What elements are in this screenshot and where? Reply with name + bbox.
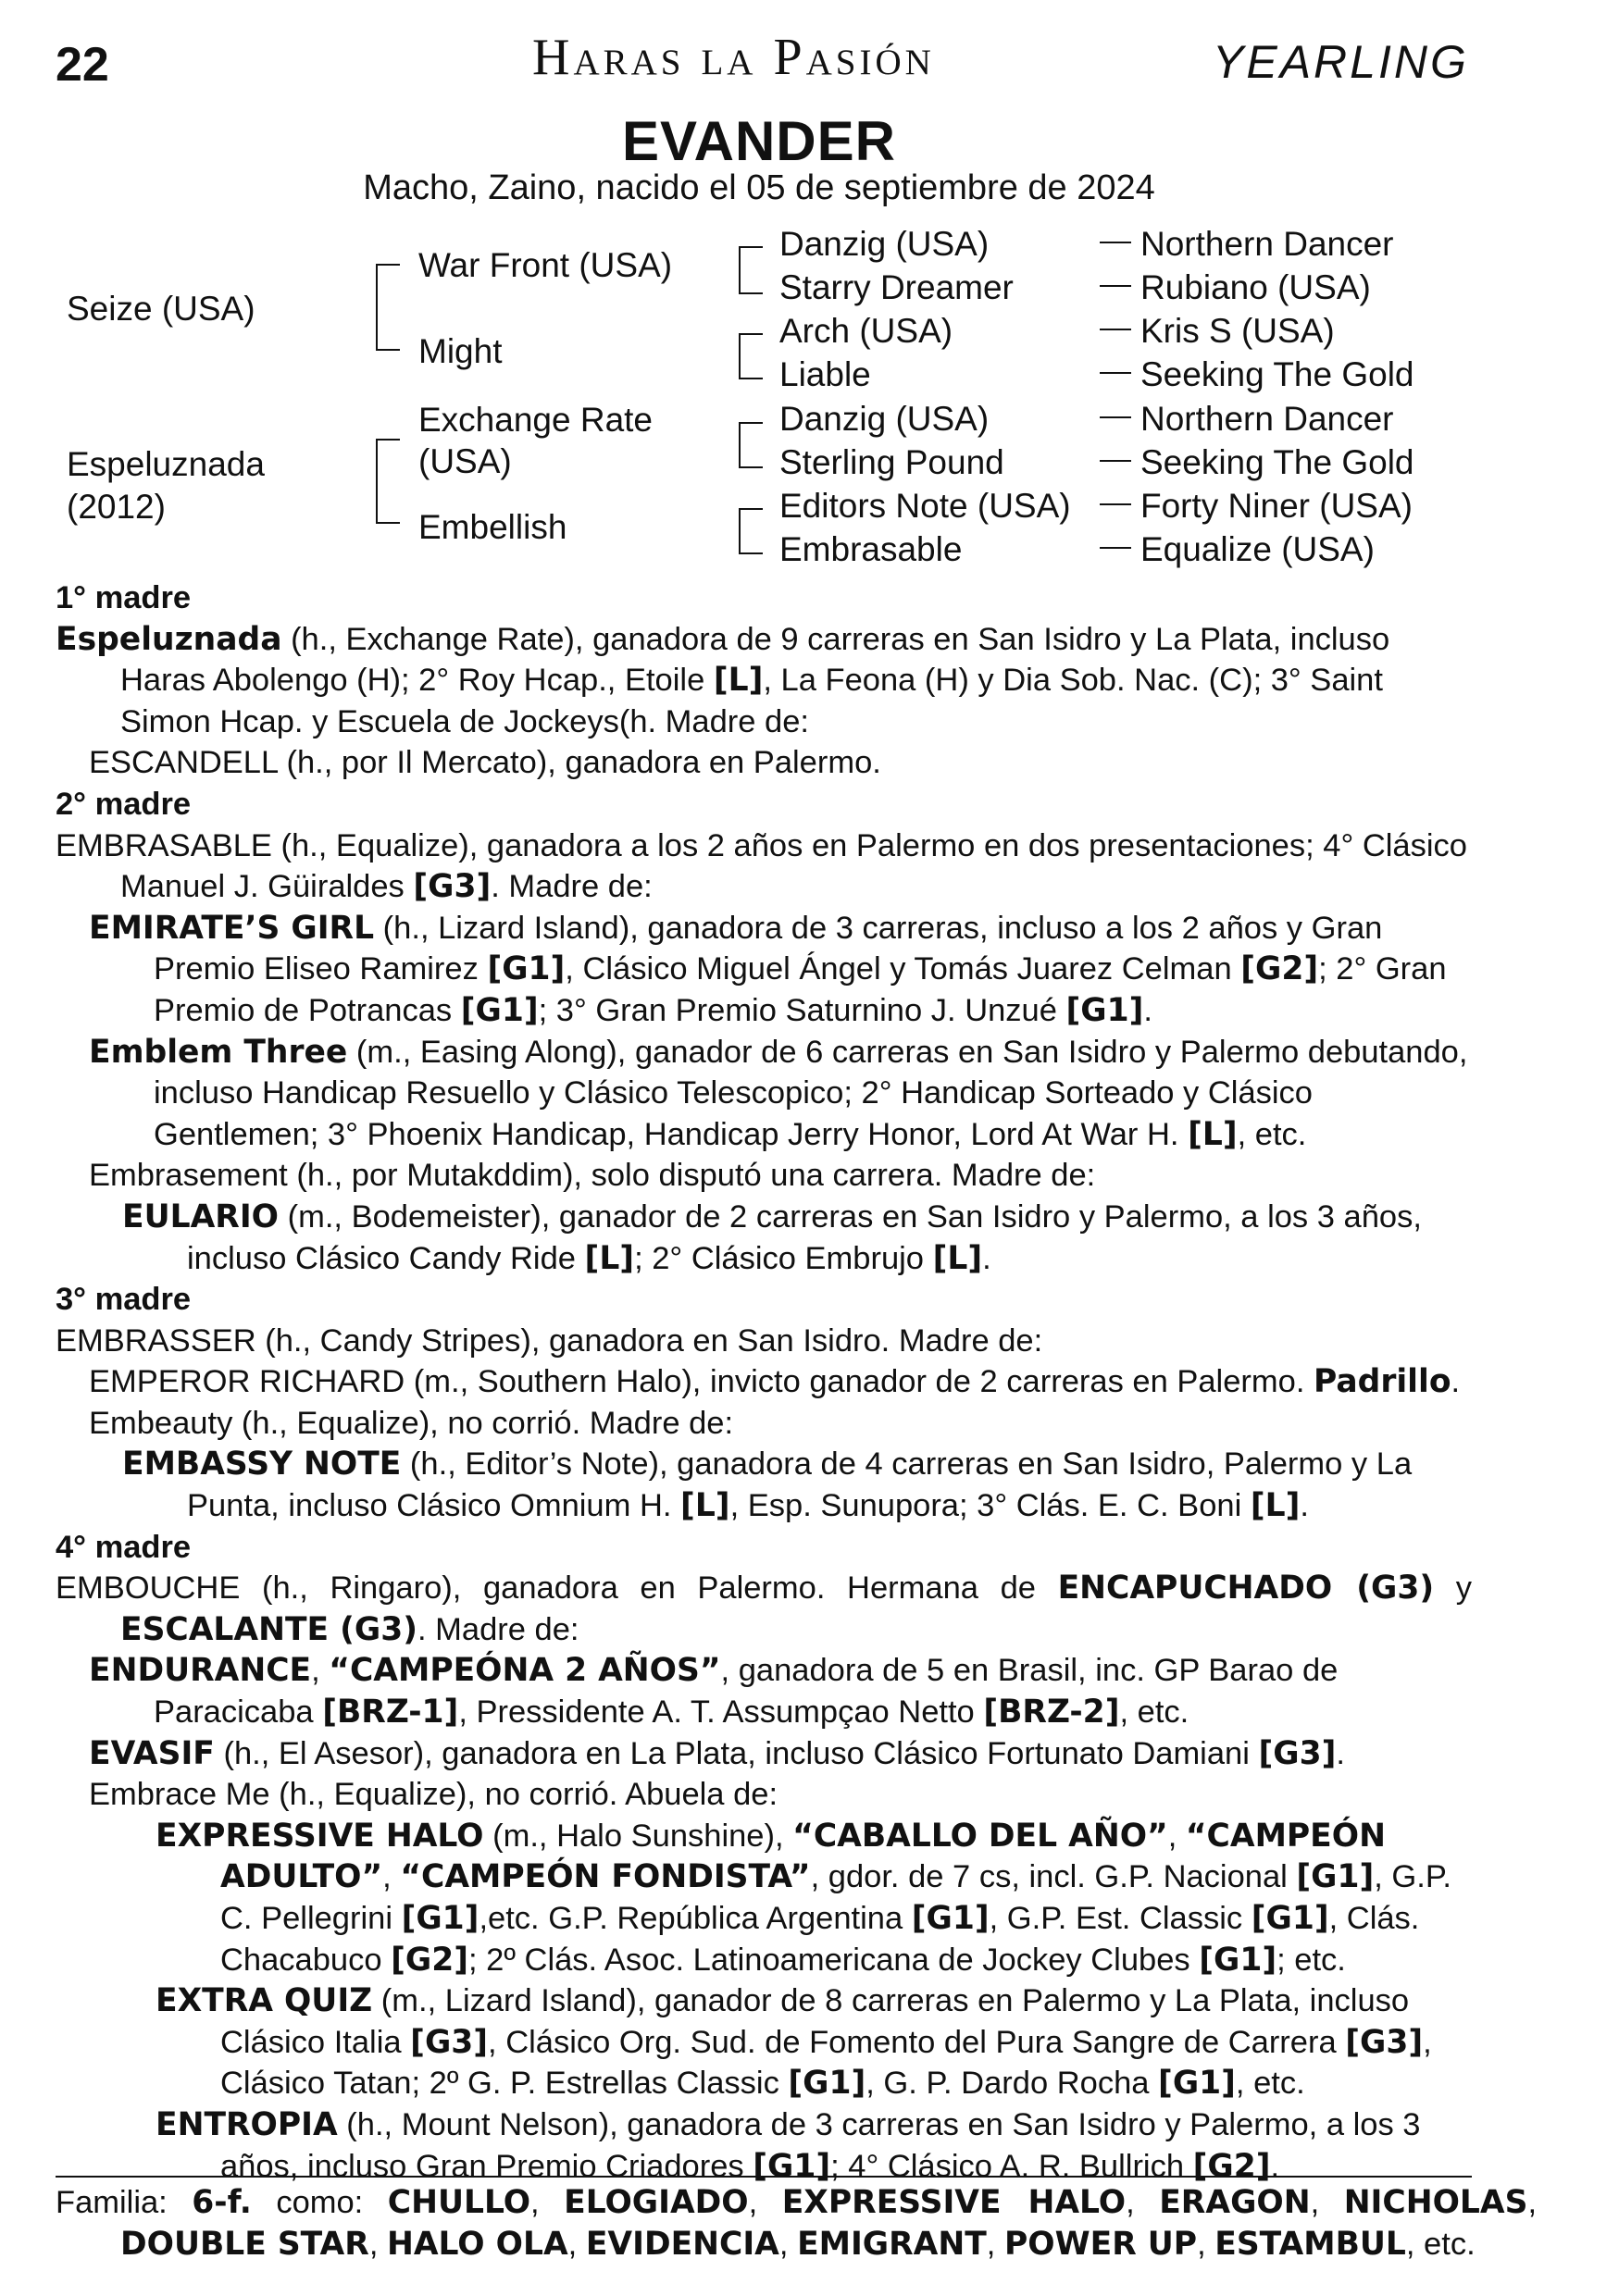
third-dam-heading: 3° madre — [56, 1282, 192, 1318]
pedigree-gen2-3: Exchange Rate — [418, 401, 654, 439]
pedigree-gen3-7: Editors Note (USA) — [779, 487, 1071, 525]
produce-entry: ENTROPIA (h., Mount Nelson), ganadora de 3 carreras en San Isidro y Palermo, a los 3 años, incluso Gran Premio Criadores [G1]; 4° Clásico A. R. Bullrich [G2]. — [156, 2105, 1421, 2185]
first-dam-heading: 1° madre — [56, 580, 192, 615]
pedigree-bracket — [739, 422, 763, 468]
pedigree-gen3-8: Embrasable — [779, 530, 963, 568]
pedigree-gen2-2: Might — [418, 332, 503, 370]
pedigree-gen4-3: Kris S (USA) — [1140, 312, 1335, 350]
produce-entry: EMIRATE’S GIRL (h., Lizard Island), ganadora de 3 carreras, incluso a los 2 años y Gran Premio Eliseo Ramirez [G1], Clásico Miguel Ángel y Tomás Juarez Celman [G2]; 2° Gran Premio de Potrancas [G1]; 3° Gran Premio Saturnino J. Unzué [G1]. — [89, 909, 1447, 1029]
produce-entry: EXTRA QUIZ (m., Lizard Island), ganador de 8 carreras en Palermo y La Plata, incluso Clásico Italia [G3], Clásico Org. Sud. de Fomento del Pura Sangre de Carrera [G3], Clásico Tatan; 2º G. P. Estrellas Classic [G1], G. P. Dardo Rocha [G1], etc. — [156, 1982, 1432, 2103]
pedigree-dash — [1100, 329, 1131, 330]
produce-entry: EMBASSY NOTE (h., Editor’s Note), ganadora de 4 carreras en San Isidro, Palermo y La Punta, incluso Clásico Omnium H. [L], Esp. Sunupora; 3° Clás. E. C. Boni [L]. — [122, 1446, 1413, 1525]
pedigree-gen2-1: War Front (USA) — [418, 246, 673, 284]
produce-entry: Embrasement (h., por Mutakddim), solo disputó una carrera. Madre de: — [89, 1158, 1096, 1194]
pedigree-dam: Espeluznada — [67, 445, 265, 483]
farm-name: Haras la Pasión — [532, 29, 935, 86]
produce-entry: EULARIO (m., Bodemeister), ganador de 2 carreras en San Isidro y Palermo, a los 3 años, incluso Clásico Candy Ride [L]; 2° Clásico Embrujo [L]. — [122, 1198, 1422, 1277]
pedigree-gen3-4: Liable — [779, 355, 871, 393]
second-dam-heading: 2° madre — [56, 786, 192, 822]
pedigree-dash — [1100, 503, 1131, 505]
dam-entry: Espeluznada (h., Exchange Rate), ganadora de 9 carreras en San Isidro y La Plata, incluso Haras Abolengo (H); 2° Roy Hcap., Etoile [L], La Feona (H) y Dia Sob. Nac. (C); 3° Saint Simon Hcap. y Escuela de Jockeys(h. Madre de: — [56, 620, 1390, 739]
produce-entry: Embrace Me (h., Equalize), no corrió. Abuela de: — [89, 1777, 778, 1813]
pedigree-bracket — [376, 264, 400, 351]
produce-entry: EVASIF (h., El Asesor), ganadora en La Plata, incluso Clásico Fortunato Damiani [G3]. — [89, 1734, 1345, 1772]
pedigree-gen2-4: (USA) — [418, 442, 512, 480]
fourth-dam-heading: 4° madre — [56, 1529, 192, 1565]
pedigree-dash — [1100, 416, 1131, 418]
pedigree-dash — [1100, 242, 1131, 243]
pedigree-gen3-6: Sterling Pound — [779, 443, 1004, 481]
pedigree-dash — [1100, 285, 1131, 287]
produce-entry: ENDURANCE, “CAMPEÓNA 2 AÑOS”, ganadora de 5 en Brasil, inc. GP Barao de Paracicaba [BRZ-1], Pressidente A. T. Assumpçao Netto [BRZ-2], etc. — [89, 1652, 1339, 1731]
horse-name: EVANDER — [622, 110, 896, 172]
produce-entry: Embeauty (h., Equalize), no corrió. Madre de: — [89, 1405, 734, 1441]
produce-entry: Emblem Three (m., Easing Along), ganador de 6 carreras en San Isidro y Palermo debutando, incluso Handicap Resuello y Clásico Telescopico; 2° Handicap Sorteado y Clásico Gentlemen; 3° Phoenix Handicap, Handicap Jerry Honor, Lord At War H. [L], etc. — [89, 1033, 1468, 1153]
category-label: YEARLING — [1213, 36, 1469, 88]
pedigree-bracket — [739, 508, 763, 554]
dam-entry: EMBRASSER (h., Candy Stripes), ganadora en San Isidro. Madre de: — [56, 1322, 1043, 1359]
produce-record — [56, 577, 1472, 2187]
produce-entry: EMPEROR RICHARD (m., Southern Halo), invicto ganador de 2 carreras en Palermo. Padrillo. — [89, 1363, 1461, 1401]
pedigree-dash — [1100, 547, 1131, 549]
pedigree-gen3-3: Arch (USA) — [779, 312, 953, 350]
pedigree-bracket — [739, 246, 763, 294]
pedigree-sire: Seize (USA) — [67, 290, 255, 328]
pedigree-dam-year: (2012) — [67, 488, 166, 526]
pedigree-gen3-2: Starry Dreamer — [779, 268, 1014, 306]
family-line: Familia: 6-f. como: CHULLO, ELOGIADO, EXPRESSIVE HALO, ERAGON, NICHOLAS, DOUBLE STAR, HALO OLA, EVIDENCIA, EMIGRANT, POWER UP, ESTAMBUL, etc. — [56, 2184, 1538, 2263]
footer-divider — [56, 2176, 1472, 2178]
pedigree-gen4-4: Seeking The Gold — [1140, 355, 1414, 393]
pedigree-gen4-2: Rubiano (USA) — [1140, 268, 1371, 306]
dam-entry: EMBOUCHE (h., Ringaro), ganadora en Palermo. Hermana de ENCAPUCHADO (G3) y ESCALANTE (G3). Madre de: — [56, 1570, 1472, 1648]
produce-entry: ESCANDELL (h., por Il Mercato), ganadora en Palermo. — [89, 745, 881, 781]
pedigree-dash — [1100, 460, 1131, 462]
lot-number: 22 — [56, 38, 109, 92]
dam-entry: EMBRASABLE (h., Equalize), ganadora a los 2 años en Palermo en dos presentaciones; 4° Clásico Manuel J. Güiraldes [G3]. Madre de: — [56, 827, 1467, 906]
pedigree-gen3-1: Danzig (USA) — [779, 225, 990, 263]
pedigree-gen4-7: Forty Niner (USA) — [1140, 487, 1413, 525]
produce-entry: EXPRESSIVE HALO (m., Halo Sunshine), “CABALLO DEL AÑO”, “CAMPEÓN ADULTO”, “CAMPEÓN FONDISTA”, gdor. de 7 cs, incl. G.P. Nacional [G1], G.P. C. Pellegrini [G1],etc. G.P. República Argentina [G1], G.P. Est. Classic [G1], Clás. Chacabuco [G2]; 2º Clás. Asoc. Latinoamericana de Jockey Clubes [G1]; etc. — [156, 1817, 1452, 1979]
pedigree-gen4-8: Equalize (USA) — [1140, 530, 1375, 568]
pedigree-gen4-5: Northern Dancer — [1140, 400, 1394, 438]
pedigree-bracket — [376, 439, 400, 524]
pedigree-gen4-6: Seeking The Gold — [1140, 443, 1414, 481]
pedigree-dash — [1100, 372, 1131, 374]
pedigree-gen3-5: Danzig (USA) — [779, 400, 990, 438]
pedigree-gen4-1: Northern Dancer — [1140, 225, 1394, 263]
pedigree-bracket — [739, 333, 763, 379]
horse-description: Macho, Zaino, nacido el 05 de septiembre de 2024 — [363, 168, 1155, 207]
pedigree-gen2-5: Embellish — [418, 508, 567, 546]
